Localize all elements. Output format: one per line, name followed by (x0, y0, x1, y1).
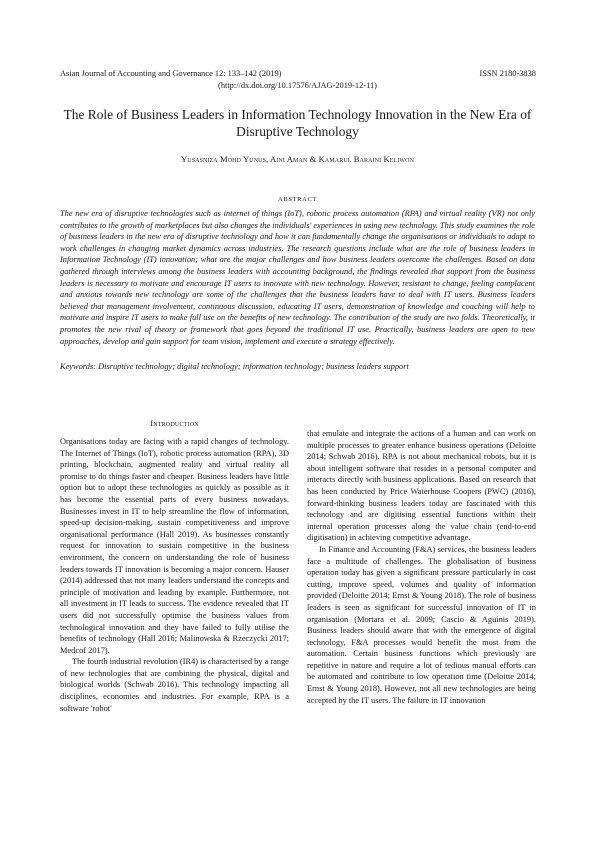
doi-link[interactable]: (http://dx.doi.org/10.17576/AJAG-2019-12-11) (218, 81, 377, 90)
keywords: Keywords: Disruptive technology; digital technology; information technology; business leaders support (60, 362, 409, 371)
abstract-text: The new era of disruptive technologies such as internet of things (IoT), robotic process automation (RPA) and virtual reality (VR) not only contributes to the growth of marketplaces but also changes the individuals' experiences in using new technology. This study examines the role of business leaders in the new era of disruptive technology and how it can fundamentally change the organisations or individuals to adapt to work challenges in changing market dynamics across industries. The research questions include what are the role of business leaders in Information Technology (IT) innovation; what are the major challenges and how business leaders overcome the challenges. Based on data gathered through interviews among the business leaders with accounting background, the findings revealed that support from the business leaders is necessary to motivate and encourage IT users to innovate with new technology. However, resistant to change, feeling complacent and anxious towards new technology are some of the challenges that the business leaders have to deal with IT users. Business leaders believed that management involvement, continuous discussion, educating IT users, demonstration of knowledge and coaching will help to motivate and inspire IT users to make full use on the benefits of new technology. The contribution of the study are two folds. Theoretically, it promotes the new rival of theory or framework that goes beyond the traditional IT use. Practically, business leaders are open to new approaches, develop and gain support for team vision, implement and execute a strategy effectively. (60, 209, 535, 346)
paragraph: that emulate and integrate the actions of a human and can work on multiple processes to greater enhance business operations (Deloitte 2014; Schwab 2016). RPA is not about mechanical robots, but it is about intelligent software that resides in a personal computer and interacts directly with business applications. Based on research that has been conducted by Price Waterhouse Coopers (PWC) (2016), forward-thinking business leaders today are fascinated with this technology and are digitising essential functions within their internal operation processes along the value chain (end-to-end digitisation) in achieving competitive advantage. (307, 429, 536, 543)
body-column-right (307, 428, 536, 706)
author-list: Yusasniza Mohd Yunus, Aini Aman & Kamarul Baraini Keliwon (180, 154, 415, 164)
paragraph: Organisations today are facing with a rapid changes of technology. The Internet of Things (IoT), robotic process automation (RPA), 3D printing, blockchain, augmented reality and virtual reality all promise to do things faster and cheaper. Business leaders have little option but to adopt these technologies as quickly as possible as it has become the essential parts of every business nowadays. Businesses invest in IT to help streamline the flow of information, speed-up decision-making, sustain competitiveness and improve organisational performance (Hall 2019). As businesses constantly request for innovation to sustain competitive in the business environment, the concern on understanding the role of business leaders towards IT innovation is becoming a major concern. Hauser (2014) addressed that not many leaders understand the concepts and principle of motivation and leading by example. Furthermore, not all investment in IT leads to success. The evidence revealed that IT users did not successfully optimise the business values from technological innovation and they have failed to fully utilise the benefits of technology (Hall 2016; Malinowska & Rzeczycki 2017; Medcof 2017). (60, 437, 289, 655)
journal-citation: Asian Journal of Accounting and Governance 12: 133–142 (2019) (60, 69, 282, 78)
abstract-heading: ABSTRACT (277, 196, 318, 203)
paper-title: The Role of Business Leaders in Information Technology Innovation in the New Era of Disruptive Technology (63, 107, 532, 139)
issn: ISSN 2180-3838 (479, 69, 536, 78)
section-heading-introduction: Introduction (150, 418, 199, 428)
body-column-left (60, 436, 289, 714)
paragraph: In Finance and Accounting (F&A) services, the business leaders face a multitude of challenges. The globalisation of business operation today has given a significant pressure particularly in cost cutting, improve speed, volumes and quality of information provided (Deloitte 2014; Ernst & Young 2018). The role of business leaders is seen as significant for successful innovation of IT in organisation (Mortara et al. 2009; Cascio & Aguinis 2019). Business leaders should aware that with the emergence of digital technology, F&A processes would benefit the most from the automation. Certain business functions which previously are repetitive in nature and require a lot of tedious manual efforts can be automated and contribute to low operation time (Deloitte 2014; Ernst & Young 2018). However, not all new technologies are being accepted by the IT users. The failure in IT innovation (307, 544, 536, 705)
paragraph: The fourth industrial revolution (IR4) is characterised by a range of new technologies that are combining the physical, digital and biological worlds (Schwab 2016). This technology impacting all disciplines, economies and industries. For example, RPA is a software 'robot' (60, 657, 289, 713)
